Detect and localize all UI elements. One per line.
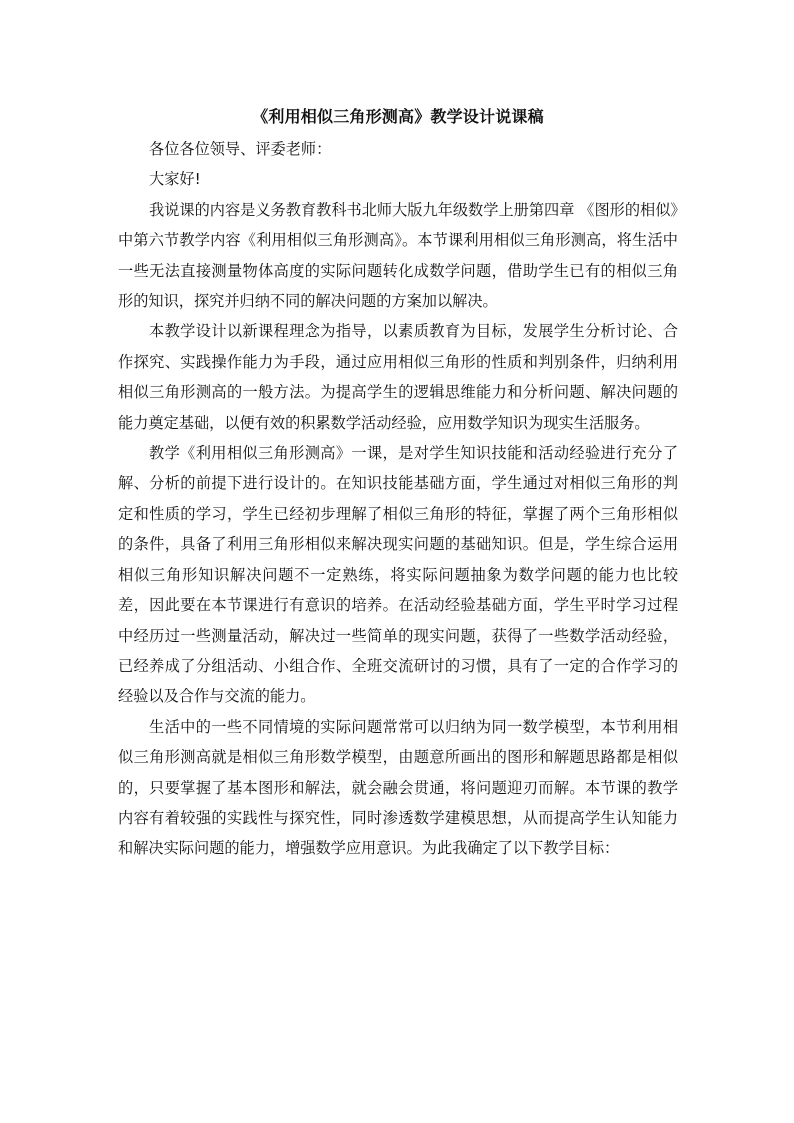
paragraph-hello: 大家好! [149, 170, 201, 189]
document-title: 《利用相似三角形测高》教学设计说课稿 [252, 107, 544, 126]
paragraph-content-intro: 我说课的内容是义务教育教科书北师大版九年级数学上册第四章 《图形的相似》中第六节教学内容《利用相似三角形测高》。本节课利用相似三角形测高，将生活中一些无法直接测量物体高度的实际问题转化成数学问题，借助学生已有的相似三角形的知识，探究并归纳不同的解决问题的方案加以解决。 [118, 200, 678, 311]
paragraph-greeting: 各位各位领导、评委老师： [149, 140, 332, 158]
document-page [118, 104, 678, 864]
paragraph-teaching-goals-lead: 生活中的一些不同情境的实际问题常常可以归纳为同一数学模型，本节利用相似三角形测高就是相似三角形数学模型，由题意所画出的图形和解题思路都是相似的，只要掌握了基本图形和解法，就会融会贯通，将问题迎刃而解。本节课的教学内容有着较强的实践性与探究性，同时渗透数学建模思想，从而提高学生认知能力和解决实际问题的能力，增强数学应用意识。为此我确定了以下教学目标： [118, 717, 678, 858]
paragraph-student-analysis: 教学《利用相似三角形测高》一课，是对学生知识技能和活动经验进行充分了解、分析的前提下进行设计的。在知识技能基础方面，学生通过对相似三角形的判定和性质的学习，学生已经初步理解了相似三角形的特征，掌握了两个三角形相似的条件，具备了利用三角形相似来解决现实问题的基础知识。但是，学生综合运用相似三角形知识解决问题不一定熟练，将实际问题抽象为数学问题的能力也比较差，因此要在本节课进行有意识的培养。在活动经验基础方面，学生平时学习过程中经历过一些测量活动，解决过一些简单的现实问题，获得了一些数学活动经验，已经养成了分组活动、小组合作、全班交流研讨的习惯，具有了一定的合作学习的经验以及合作与交流的能力。 [118, 444, 678, 706]
paragraph-design-concept: 本教学设计以新课程理念为指导，以素质教育为目标，发展学生分析讨论、合作探究、实践操作能力为手段，通过应用相似三角形的性质和判别条件，归纳利用相似三角形测高的一般方法。为提高学生的逻辑思维能力和分析问题、解决问题的能力奠定基础，以便有效的积累数学活动经验，应用数学知识为现实生活服务。 [118, 322, 678, 432]
